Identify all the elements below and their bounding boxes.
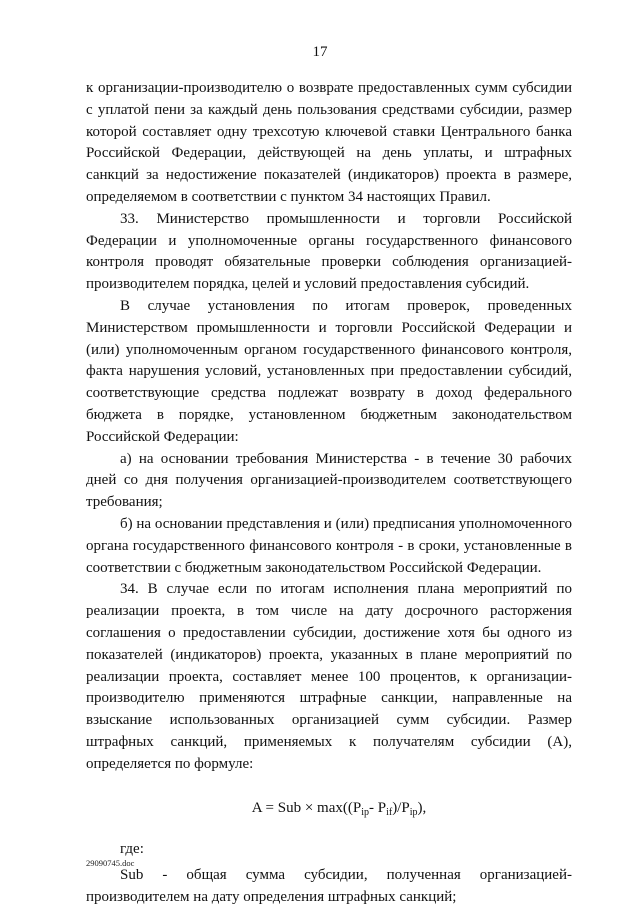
paragraph-33: 33. Министерство промышленности и торговли Российской Федерации и уполномоченные органы государственного финансового контроля проводят обязательные проверки соблюдения организацией-производителем порядка, целей и условий предоставления субсидий. bbox=[86, 210, 572, 293]
document-body bbox=[86, 78, 572, 909]
footer-filename: 29090745.doc bbox=[86, 858, 135, 868]
paragraph-item-a: а) на основании требования Министерства - в течение 30 рабочих дней со дня получения организацией-производителем соответствующего требования; bbox=[86, 450, 572, 511]
paragraph-item-b: б) на основании представления и (или) предписания уполномоченного органа государственного финансового контроля - в сроки, установленные в соответствии с бюджетным законодательством Российской Федерации. bbox=[86, 515, 572, 576]
paragraph-34: 34. В случае если по итогам исполнения плана мероприятий по реализации проекта, в том числе на дату досрочного расторжения соглашения о предоставлении субсидии, достижение хотя бы одного из показателей (индикаторов) проекта, указанных в плане мероприятий по реализации проекта, составляет менее 100 процентов, к организации-производителю применяются штрафные санкции, направленные на взыскание использованных организацией сумм субсидии. Размер штрафных санкций, применяемых к получателям субсидии (А), определяется по формуле: bbox=[86, 581, 572, 772]
penalty-formula: A = Sub × $\max((P_{ip}-$ $P_{if})/P_{ip}$), bbox=[251, 799, 427, 818]
paragraph-continuation: к организации-производителю о возврате предоставленных сумм субсидии с уплатой пени за каждый день пользования средствами субсидии, размер которой составляет одну трехсотую ключевой ставки Центрального банка Российской Федерации, действующей на день уплаты, и штрафных санкций за недостижение показателей (индикаторов) проекта в размере, определяемом в соответствии с пунктом 34 настоящих Правил. bbox=[86, 80, 572, 205]
where-label: где: bbox=[120, 841, 144, 858]
paragraph-sub-definition: Sub - общая сумма субсидии, полученная организацией-производителем на дату определения штрафных санкций; bbox=[86, 867, 572, 905]
paragraph-violation: В случае установления по итогам проверок, проведенных Министерством промышленности и торговли Российской Федерации и (или) уполномоченным органом государственного финансового контроля, факта нарушения условий, установленных при предоставлении субсидий, соответствующие средства подлежат возврату в доход федерального бюджета в порядке, установленном бюджетным законодательством Российской Федерации: bbox=[86, 297, 572, 445]
page-number: 17 bbox=[312, 44, 328, 60]
